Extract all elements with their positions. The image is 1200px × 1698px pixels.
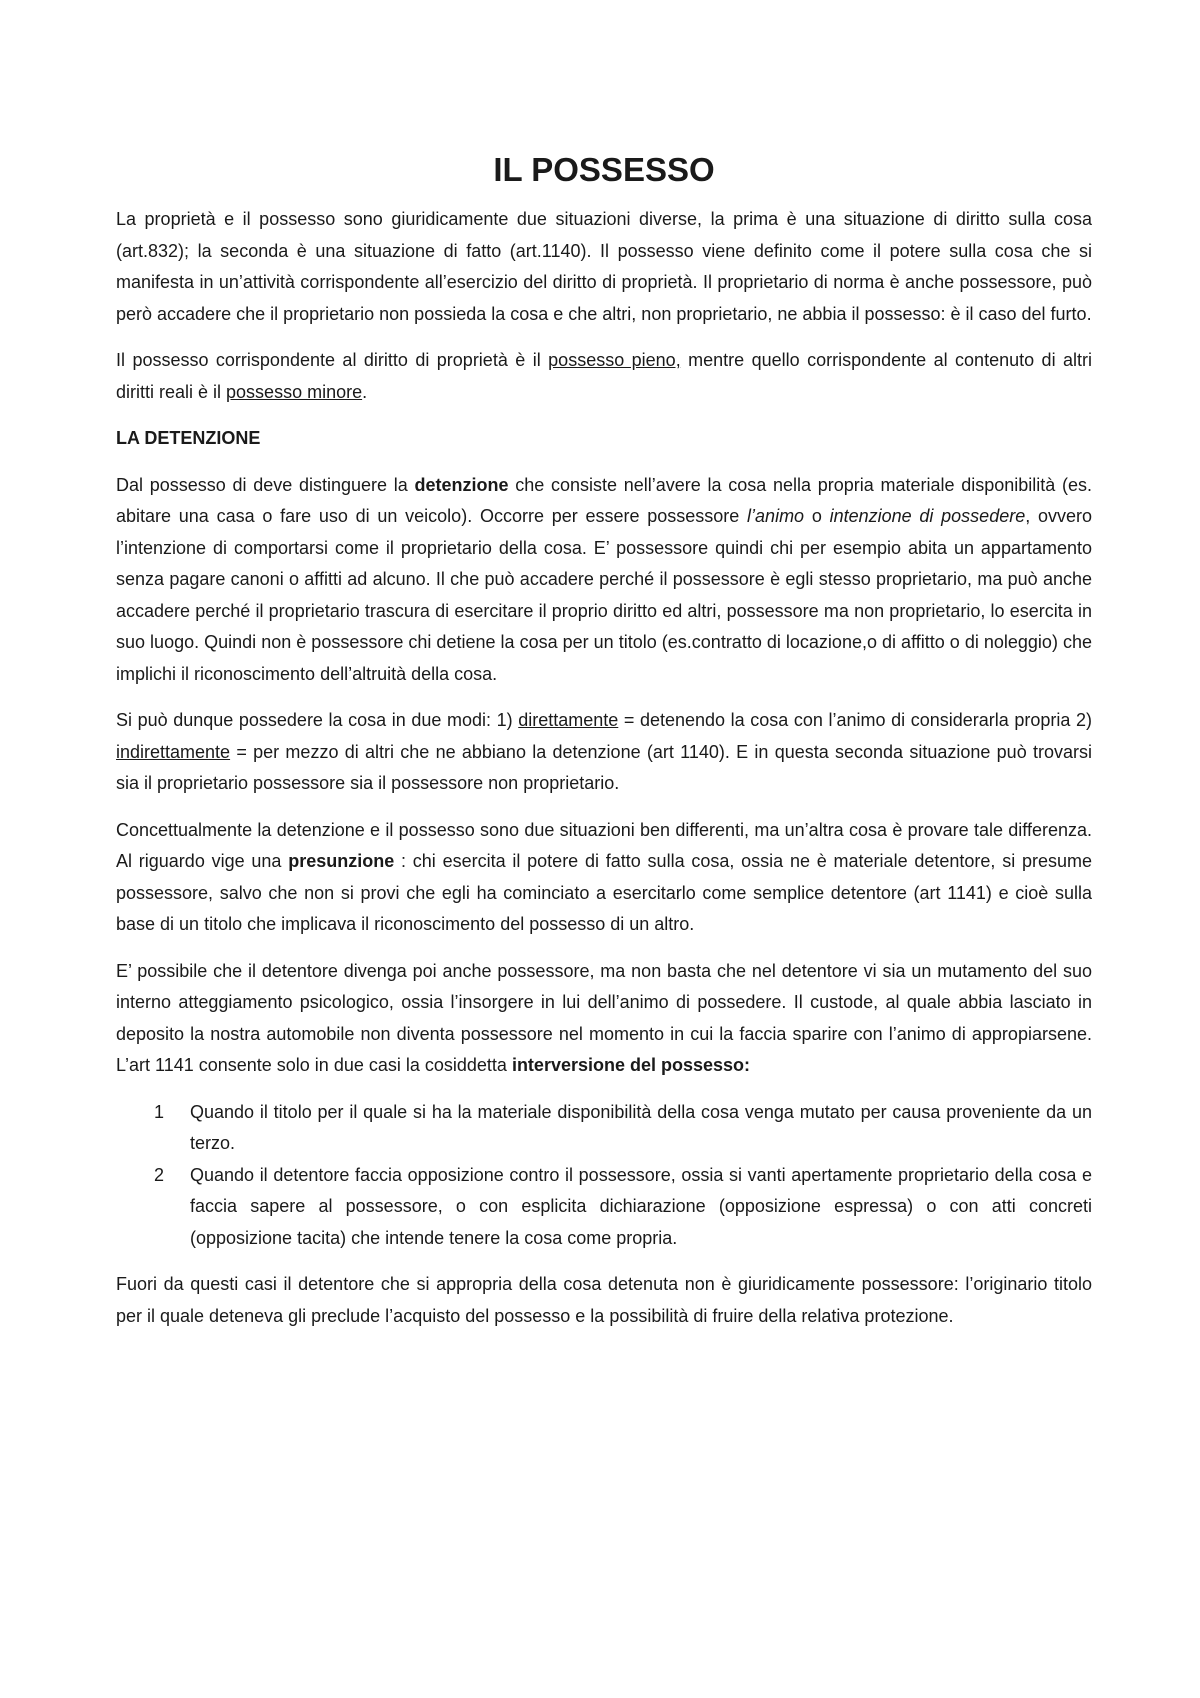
page-title: IL POSSESSO — [493, 151, 715, 188]
list-item-text: Quando il detentore faccia opposizione contro il possessore, ossia si vanti apertamente proprietario della cosa e faccia sapere al possessore, o con esplicita dichiarazione (opposizione espressa) o con atti concreti (opposizione tacita) che intende tenere la cosa come propria. — [190, 1164, 1092, 1248]
paragraph-presunzione — [116, 815, 1092, 941]
bold-term-interversione: interversione del possesso: — [511, 1055, 751, 1075]
text-run: : chi esercita il potere di fatto sulla cosa, ossia ne è materiale detentore, si presume possessore, salvo che non si provi che egli ha cominciato a esercitarlo come semplice detentore (art 1141) e cioè sulla base di un titolo che implicava il riconoscimento del possesso di un altro. — [116, 851, 1092, 934]
text-run: Si può dunque possedere la cosa in due modi: 1) — [116, 710, 519, 730]
text-run: E’ possibile che il detentore divenga poi anche possessore, ma non basta che nel detentore vi sia un mutamento del suo interno atteggiamento psicologico, ossia l’insorgere in lui dell’animo di possedere. Il custode, al quale abbia lasciato in deposito la nostra automobile non diventa possessore nel momento in cui la faccia sparire con l’animo di appropiarsene. L’art 1141 consente solo in due casi la cosiddetta — [116, 960, 1092, 1075]
list-item-number: 2 — [154, 1164, 165, 1185]
paragraph-possesso-pieno-minore — [116, 345, 1092, 408]
paragraph-detenzione — [116, 470, 1092, 691]
bold-term-presunzione: presunzione — [288, 851, 395, 871]
underlined-term-possesso-minore: possesso minore — [226, 381, 363, 402]
text-run: Il possesso corrispondente al diritto di proprietà è il — [116, 350, 549, 370]
italic-term-intenzione: intenzione di possedere — [829, 506, 1026, 526]
list-item — [116, 1160, 1092, 1255]
paragraph-modi-possedere — [116, 705, 1092, 800]
text-run: , ovvero l’intenzione di comportarsi come il proprietario della cosa. E’ possessore quindi chi per esempio abita un appartamento senza pagare canoni o affitti ad alcuno. Il che può accadere perché il possessore è egli stesso proprietario, ma può anche accadere perché il proprietario trascura di esercitare il proprio diritto ed altri, possessore ma non proprietario, lo esercita in suo luogo. Quindi non è possessore chi detiene la cosa per un titolo (es.contratto di locazione,o di affitto o di noleggio) che implichi il riconoscimento dell’altruità della cosa. — [116, 506, 1093, 684]
paragraph-conclusion: Fuori da questi casi il detentore che si appropria della cosa detenuta non è giuridicamente possessore: l’originario titolo per il quale deteneva gli preclude l’acquisto del possesso e la possibilità di fruire della relativa protezione. — [116, 1274, 1092, 1326]
section-heading-detenzione: LA DETENZIONE — [116, 428, 261, 448]
text-run: . — [362, 381, 368, 402]
text-run: Dal possesso di deve distinguere la — [116, 474, 415, 495]
list-item-number: 1 — [154, 1101, 165, 1122]
text-run: che consiste nell’avere la cosa nella propria materiale disponibilità (es. abitare una casa o fare uso di un veicolo). Occorre per essere possessore — [116, 474, 1093, 526]
text-run: mentre quello corrispondente al contenuto di altri diritti reali è il — [116, 350, 1093, 402]
list-item — [116, 1097, 1092, 1160]
text-run: = per mezzo di altri che ne abbiano la detenzione (art 1140). E in questa seconda situazione può trovarsi sia il proprietario possessore sia il possessore non proprietario. — [116, 741, 1092, 793]
italic-term-animo: l’animo — [747, 506, 805, 526]
list-item-text: Quando il titolo per il quale si ha la materiale disponibilità della cosa venga mutato per causa proveniente da un terzo. — [190, 1101, 1092, 1153]
text-run: o — [804, 506, 830, 526]
underlined-term-direttamente: direttamente — [518, 710, 619, 730]
numbered-list — [116, 1097, 1092, 1255]
text-run: = detenendo la cosa con l’animo di considerarla propria 2) — [618, 710, 1093, 730]
underlined-term-possesso-pieno: possesso pieno, — [548, 350, 681, 370]
underlined-term-indirettamente: indirettamente — [116, 741, 231, 762]
paragraph-interversione — [116, 956, 1092, 1082]
text-run: Concettualmente la detenzione e il possesso sono due situazioni ben differenti, ma un’altra cosa è provare tale differenza. Al riguardo vige una — [116, 819, 1092, 871]
paragraph-intro: La proprietà e il possesso sono giuridicamente due situazioni diverse, la prima è una situazione di diritto sulla cosa (art.832); la seconda è una situazione di fatto (art.1140). Il possesso viene definito come il potere sulla cosa che si manifesta in un’attività corrispondente all’esercizio del diritto di proprietà. Il proprietario di norma è anche possessore, può però accadere che il proprietario non possieda la cosa e che altri, non proprietario, ne abbia il possesso: è il caso del furto. — [116, 209, 1092, 324]
bold-term-detenzione: detenzione — [414, 474, 509, 495]
